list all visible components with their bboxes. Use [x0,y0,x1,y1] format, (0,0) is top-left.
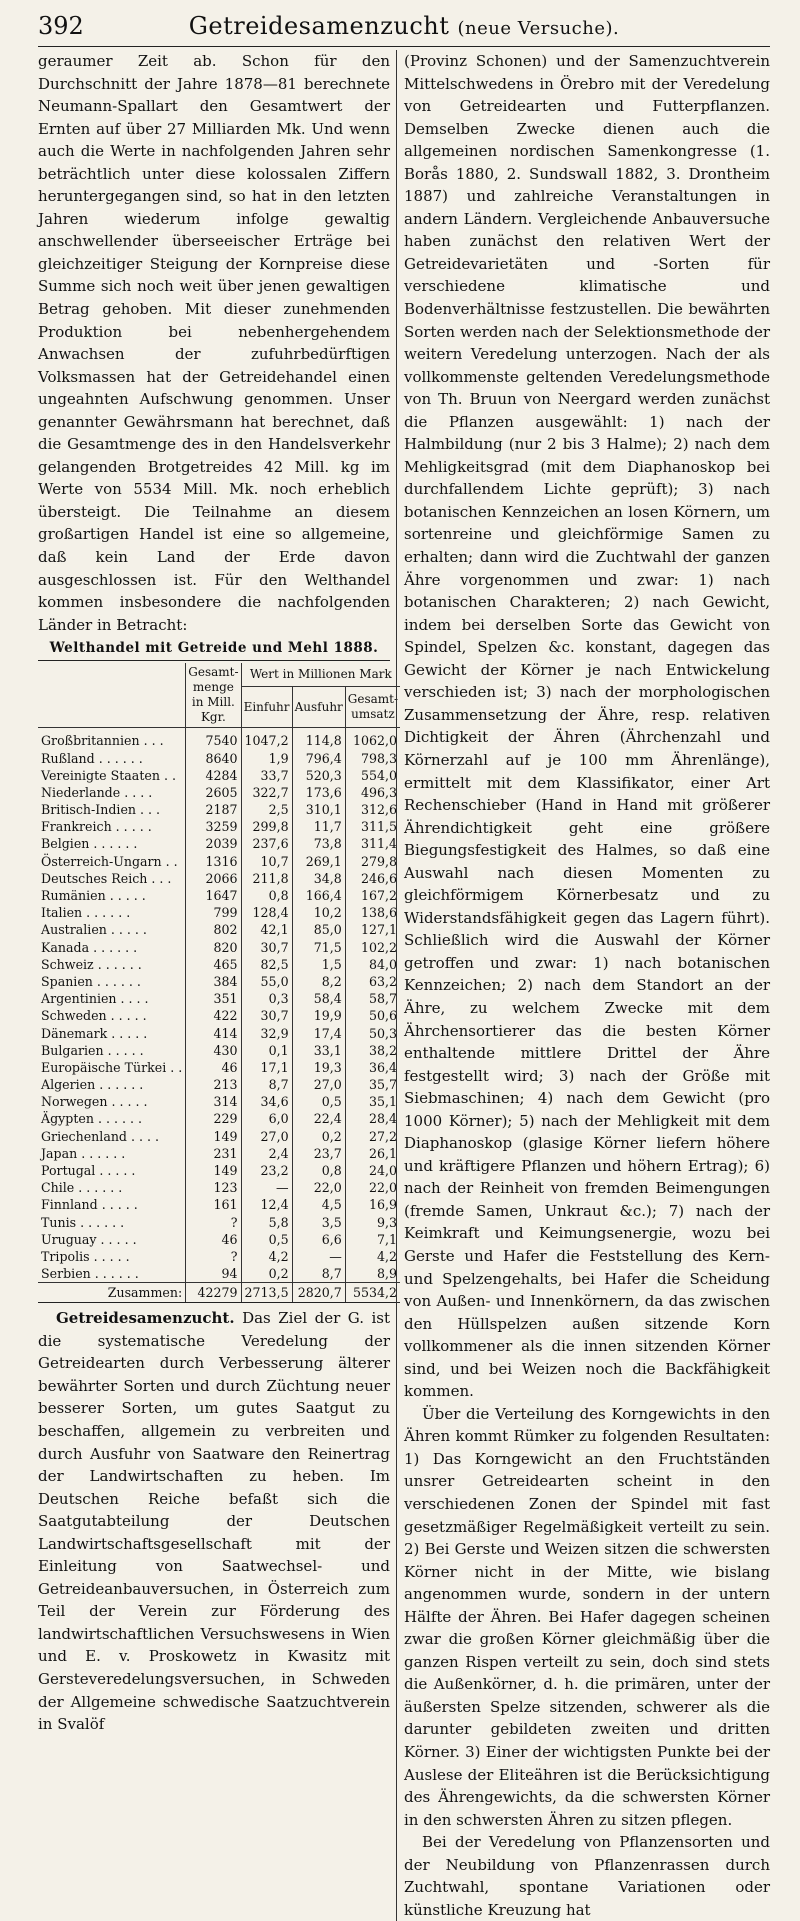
cell-ausfuhr: 3,5 [292,1213,345,1230]
cell-ausfuhr: 58,4 [292,990,345,1007]
cell-menge: 1647 [186,887,241,904]
cell-ausfuhr: 19,9 [292,1007,345,1024]
cell-menge: 422 [186,1007,241,1024]
cell-einfuhr: 30,7 [241,938,292,955]
table-row [38,1265,400,1283]
cell-ausfuhr: 6,6 [292,1231,345,1248]
cell-ausfuhr: 17,4 [292,1024,345,1041]
table-row [38,1162,400,1179]
cell-menge: 820 [186,938,241,955]
cell-umsatz: 102,2 [345,938,400,955]
cell-menge: 229 [186,1110,241,1127]
cell-ausfuhr: 22,4 [292,1110,345,1127]
cell-ausfuhr: 796,4 [292,749,345,766]
cell-umsatz: 7,1 [345,1231,400,1248]
cell-country: Portugal . . . . . [41,1163,136,1178]
table-row [38,1059,400,1076]
left-column [38,50,399,1921]
cell-menge: 46 [186,1059,241,1076]
right-column [404,50,770,1921]
cell-einfuhr: 34,6 [241,1093,292,1110]
cell-umsatz: 8,9 [345,1265,400,1283]
cell-einfuhr: 322,7 [241,784,292,801]
running-title-main: Getreidesamenzucht [188,12,450,40]
cell-einfuhr: 237,6 [241,835,292,852]
table-row [38,1196,400,1213]
cell-country: Belgien . . . . . . [41,836,138,852]
cell-umsatz: 798,3 [345,749,400,766]
cell-ausfuhr: 23,7 [292,1145,345,1162]
right-paragraph-1: (Provinz Schonen) und der Samenzuchtverein Mittelschwedens in Örebro mit der Veredelung von Getreidearten und Futterpflanzen. Demselben Zwecke dienen auch die allgemeinen nordischen Samenkongresse (1. Borås 1880, 2. Sundswall 1882, 3. Drontheim 1887) und zahlreiche Veranstaltungen in andern Ländern. Vergleichende Anbauversuche haben zunächst den relativen Wert der Getreidevarietäten und -Sorten für verschiedene klimatische und Bodenverhältnisse festzustellen. Die bewährten Sorten werden nach der Selektionsmethode der weitern Veredelung unterzogen. Nach der als vollkommenste geltenden Veredelungsmethode von Th. Bruun von Neergard werden zunächst die Pflanzen ausgewählt: 1) nach der Halmbildung (nur 2 bis 3 Halme); 2) nach dem Mehligkeitsgrad (mit dem Diaphanoskop bei durchfallendem Lichte geprüft); 3) nach botanischen Kennzeichen an losen Körnern, um sortenreine und gleichförmige Samen zu erhalten; dann wird die Zuchtwahl der ganzen Ähre vorgenommen und zwar: 1) nach botanischen Charakteren; 2) nach Gewicht, indem bei derselben Sorte das Gewicht von Spindel, Spelzen &c. konstant, dagegen das Gewicht der Körner je nach Entwickelung verschieden ist; 3) nach der morphologischen Zusammensetzung der Ähre, resp. relativen Dichtigkeit der Ähren (Ährchenzahl und Körnerzahl auf je 100 mm Ährenlänge), ermittelt mit dem Klassifikator, einer Art Rechenschieber (Hand in Hand mit größerer Ährendichtigkeit geht eine größere Biegungsfestigkeit des Halmes, so daß eine Auswahl nach diesen Momenten zu gleichförmigem Körnerbesatz und zu Widerstandsfähigkeit gegen das Lagern führt). Schließlich wird die Auswahl der Körner getroffen und zwar: 1) nach botanischen Kennzeichen; 2) nach dem Standort an der Ähre, zu welchem Zwecke mit dem Ährchensortierer das die besten Körner enthaltende mittlere Drittel der Ähre festgestellt wird; 3) nach der Größe mit Siebmaschinen; 4) nach dem Gewicht (pro 1000 Körner); 5) nach der Mehligkeit mit dem Diaphanoskop (glasige Körner liefern höhere und kräftigere Pflanzen und höhern Ertrag); 6) nach der Reinheit von fremden Beimengungen (fremde Samen, Unkraut &c.); 7) nach der Keimkraft und Keimungsenergie, wozu bei Gerste und Hafer die Feststellung des Kern- und Spelzengehalts, bei Hafer die Scheidung von Außen- und Innenkörnern, da das zwischen den Hüllspelzen außen sitzende Korn vollkommener als die innen sitzenden Körner sind, und bei Weizen noch die Backfähigkeit kommen. [404,52,770,1401]
col-menge-header: Gesamt-menge in Mill. Kgr. [186,663,241,728]
table-row [38,728,400,750]
cell-einfuhr: 4,2 [241,1248,292,1265]
cell-country: Italien . . . . . . [41,905,131,921]
country-header [38,663,186,728]
cell-menge: 351 [186,990,241,1007]
table-row [38,749,400,766]
cell-country: Argentinien . . . . [41,991,149,1007]
table-row [38,956,400,973]
cell-ausfuhr: 520,3 [292,767,345,784]
cell-umsatz: 167,2 [345,887,400,904]
table-row [38,1076,400,1093]
cell-country: Britisch-Indien . . . [41,802,161,818]
table-title: Welthandel mit Getreide und Mehl 1888. [38,640,390,661]
cell-menge: 802 [186,921,241,938]
cell-country: Vereinigte Staaten . . [41,767,176,783]
table-row [38,1024,400,1041]
cell-menge: 46 [186,1231,241,1248]
cell-menge: 8640 [186,749,241,766]
cell-ausfuhr: 0,8 [292,1162,345,1179]
cell-menge: 799 [186,904,241,921]
cell-country: Chile . . . . . . [41,1180,123,1196]
cell-einfuhr: 5,8 [241,1213,292,1230]
intro-paragraph: geraumer Zeit ab. Schon für den Durchschnitt der Jahre 1878—81 berechnete Neumann-Spallart den Gesamtwert der Ernten auf über 27 Milliarden Mk. Und wenn auch die Werte in nachfolgenden Jahren sehr beträchtlich unter diese kolossalen Ziffern heruntergegangen sind, so hat in den letzten Jahren wiederum infolge gewaltig anschwellender überseeischer Erträge bei gleichzeitiger Steigung der Kornpreise diese Summe sich noch weit über jenen gewaltigen Betrag gehoben. Mit dieser zunehmenden Produktion bei nebenhergehendem Anwachsen der zufuhrbedürftigen Volksmassen hat der Getreidehandel einen ungeahnten Aufschwung genommen. Unser genannter Gewährsmann hat berechnet, daß die Gesamtmenge des in den Handelsverkehr gelangenden Brotgetreides 42 Mill. kg im Werte von 5534 Mill. Mk. noch erheblich übersteigt. Die Teilnahme an diesem großartigen Handel ist eine so allgemeine, daß kein Land der Erde davon ausgeschlossen ist. Für den Welthandel kommen insbesondere die nachfolgenden Länder in Betracht: [38,52,390,634]
cell-ausfuhr: 73,8 [292,835,345,852]
total-menge: 42279 [186,1283,241,1303]
cell-umsatz: 36,4 [345,1059,400,1076]
cell-menge: 213 [186,1076,241,1093]
cell-ausfuhr: 8,7 [292,1265,345,1283]
cell-einfuhr: 27,0 [241,1128,292,1145]
right-paragraph-3: Bei der Veredelung von Pflanzensorten und der Neubildung von Pflanzenrassen durch Zuchtwahl, spontane Variationen oder künstliche Kreuzung hat [404,1833,770,1919]
cell-menge: 94 [186,1265,241,1283]
cell-umsatz: 496,3 [345,784,400,801]
cell-umsatz: 22,0 [345,1179,400,1196]
page-header [38,8,770,47]
cell-ausfuhr: 0,2 [292,1128,345,1145]
cell-menge: 7540 [186,728,241,750]
table-row [38,887,400,904]
cell-einfuhr: 8,7 [241,1076,292,1093]
table-row [38,921,400,938]
cell-country: Australien . . . . . [41,922,147,938]
table-row [38,853,400,870]
entry-paragraph [38,1307,390,1735]
cell-einfuhr: 0,3 [241,990,292,1007]
table-row [38,1042,400,1059]
cell-umsatz: 24,0 [345,1162,400,1179]
table-row [38,1093,400,1110]
cell-country: Algerien . . . . . . [41,1077,144,1093]
cell-einfuhr: 23,2 [241,1162,292,1179]
cell-ausfuhr: 8,2 [292,973,345,990]
entry-term: Getreidesamenzucht. [56,1309,235,1328]
cell-einfuhr: 0,2 [241,1265,292,1283]
table-row [38,1231,400,1248]
cell-einfuhr: 0,8 [241,887,292,904]
cell-ausfuhr: 85,0 [292,921,345,938]
right-paragraph-2: Über die Verteilung des Korngewichts in den Ähren kommt Rümker zu folgenden Resultaten: 1) Das Korngewicht an den Fruchtständen unsrer Getreidearten scheint in den verschiedenen Zonen der Spindel mit fast gesetzmäßiger Regelmäßigkeit verteilt zu sein. 2) Bei Gerste und Weizen sitzen die schwersten Körner nicht in der Mitte, wie bislang angenommen wurde, sondern in der untern Hälfte der Ähren. Bei Hafer dagegen scheinen zwar die großen Körner gleichmäßig über die ganzen Rispen verteilt zu sein, doch sind stets die Außenkörner, d. h. die primären, unter der äußersten Spelze sitzenden, schwerer als die darunter gebildeten zweiten und dritten Körner. 3) Einer der wichtigsten Punkte bei der Auslese der Eliteähren ist die Berücksichtigung des Ährengewichts, da die schwersten Körner in den schwersten Ähren zu sitzen pflegen. [404,1404,770,1829]
cell-umsatz: 4,2 [345,1248,400,1265]
table-row [38,1110,400,1127]
table-row [38,973,400,990]
cell-menge: 430 [186,1042,241,1059]
cell-einfuhr: 17,1 [241,1059,292,1076]
table-row [38,1213,400,1230]
col-umsatz-header: Gesamt-umsatz [345,686,400,727]
cell-umsatz: 50,6 [345,1007,400,1024]
cell-einfuhr: 30,7 [241,1007,292,1024]
cell-ausfuhr: 27,0 [292,1076,345,1093]
cell-country: Europäische Türkei . . [41,1059,183,1075]
cell-menge: 3259 [186,818,241,835]
cell-menge: 465 [186,956,241,973]
cell-umsatz: 311,5 [345,818,400,835]
grain-trade-table [38,663,400,1303]
table-row [38,1007,400,1024]
cell-ausfuhr: 173,6 [292,784,345,801]
cell-einfuhr: 2,5 [241,801,292,818]
table-row [38,990,400,1007]
cell-ausfuhr: 33,1 [292,1042,345,1059]
cell-umsatz: 312,6 [345,801,400,818]
cell-ausfuhr: 1,5 [292,956,345,973]
cell-menge: 231 [186,1145,241,1162]
cell-menge: 314 [186,1093,241,1110]
cell-country: Tripolis . . . . . [41,1248,130,1264]
cell-menge: 161 [186,1196,241,1213]
cell-menge: 1316 [186,853,241,870]
table-row [38,1248,400,1265]
table-row [38,1145,400,1162]
total-ausfuhr: 2820,7 [292,1283,345,1303]
total-label: Zusammen: [38,1283,186,1303]
cell-ausfuhr: 310,1 [292,801,345,818]
cell-einfuhr: 10,7 [241,853,292,870]
cell-umsatz: 554,0 [345,767,400,784]
cell-ausfuhr: 22,0 [292,1179,345,1196]
cell-menge: 384 [186,973,241,990]
cell-country: Rumänien . . . . . [41,888,146,903]
cell-umsatz: 50,3 [345,1024,400,1041]
cell-einfuhr: 82,5 [241,956,292,973]
table-row [38,904,400,921]
col-ausfuhr-header: Ausfuhr [292,686,345,727]
cell-menge: 2187 [186,801,241,818]
cell-ausfuhr: 34,8 [292,870,345,887]
table-body [38,728,400,1283]
cell-umsatz: 138,6 [345,904,400,921]
cell-umsatz: 1062,0 [345,728,400,750]
cell-country: Norwegen . . . . . [41,1094,148,1110]
total-einfuhr: 2713,5 [241,1283,292,1303]
cell-ausfuhr: 114,8 [292,728,345,750]
cell-ausfuhr: 11,7 [292,818,345,835]
cell-einfuhr: 6,0 [241,1110,292,1127]
cell-umsatz: 127,1 [345,921,400,938]
cell-country: Österreich-Ungarn . . [41,853,178,869]
table-row [38,1179,400,1196]
cell-country: Ägypten . . . . . . [41,1111,142,1127]
cell-country: Uruguay . . . . . [41,1231,137,1247]
cell-umsatz: 84,0 [345,956,400,973]
cell-country: Dänemark . . . . . [41,1025,148,1041]
cell-umsatz: 35,7 [345,1076,400,1093]
table-row [38,835,400,852]
cell-country: Niederlande . . . . [41,784,153,800]
cell-umsatz: 38,2 [345,1042,400,1059]
cell-einfuhr: 2,4 [241,1145,292,1162]
col-einfuhr-header: Einfuhr [241,686,292,727]
table-row [38,938,400,955]
table-total-row [38,1283,400,1303]
cell-ausfuhr: 19,3 [292,1059,345,1076]
cell-ausfuhr: 71,5 [292,938,345,955]
cell-menge: 2066 [186,870,241,887]
cell-einfuhr: 0,5 [241,1231,292,1248]
cell-einfuhr: 42,1 [241,921,292,938]
cell-ausfuhr: — [292,1248,345,1265]
cell-country: Rußland . . . . . . [41,750,143,766]
cell-umsatz: 28,4 [345,1110,400,1127]
entry-text: Das Ziel der G. ist die systematische Veredelung der Getreidearten durch Verbesserung älterer bewährter Sorten und durch Züchtung neuer besserer Sorten, um gutes Saatgut zu beschaffen, allgemein zu verbreiten und durch Ausfuhr von Saatware den Reinertrag der Landwirtschaften zu heben. Im Deutschen Reiche befaßt sich die Saatgutabteilung der Deutschen Landwirtschaftsgesellschaft mit der Einleitung von Saatwechsel- und Getreideanbauversuchen, in Österreich zum Teil der Verein zur Förderung des landwirtschaftlichen Versuchswesens in Wien und E. v. Proskowetz in Kwasitz mit Gersteveredelungsversuchen, in Schweden der Allgemeine schwedische Saatzuchtverein in Svalöf [38,1309,390,1734]
cell-umsatz: 26,1 [345,1145,400,1162]
table-row [38,767,400,784]
cell-country: Schweden . . . . . [41,1008,147,1024]
cell-umsatz: 35,1 [345,1093,400,1110]
cell-country: Bulgarien . . . . . [41,1042,144,1058]
cell-menge: 414 [186,1024,241,1041]
cell-ausfuhr: 10,2 [292,904,345,921]
table-row [38,870,400,887]
cell-country: Japan . . . . . . [41,1145,126,1161]
table-row [38,1128,400,1145]
cell-einfuhr: 1,9 [241,749,292,766]
cell-country: Großbritannien . . . [41,733,164,749]
cell-menge: 149 [186,1128,241,1145]
cell-menge: 149 [186,1162,241,1179]
cell-menge: 4284 [186,767,241,784]
cell-country: Tunis . . . . . . [41,1214,125,1230]
cell-einfuhr: 12,4 [241,1196,292,1213]
cell-umsatz: 311,4 [345,835,400,852]
cell-menge: 123 [186,1179,241,1196]
total-umsatz: 5534,2 [345,1283,400,1303]
cell-country: Frankreich . . . . . [41,819,152,835]
cell-menge: ? [186,1248,241,1265]
cell-ausfuhr: 269,1 [292,853,345,870]
cell-einfuhr: 33,7 [241,767,292,784]
cell-umsatz: 58,7 [345,990,400,1007]
cell-einfuhr: 299,8 [241,818,292,835]
cell-country: Kanada . . . . . . [41,939,138,955]
value-group-header: Wert in Millionen Mark [241,663,400,686]
cell-menge: ? [186,1213,241,1230]
cell-ausfuhr: 4,5 [292,1196,345,1213]
cell-country: Spanien . . . . . . [41,973,141,989]
cell-einfuhr: 128,4 [241,904,292,921]
text-columns [38,50,770,1921]
cell-country: Griechenland . . . . [41,1128,160,1144]
cell-ausfuhr: 0,5 [292,1093,345,1110]
cell-einfuhr: 211,8 [241,870,292,887]
cell-ausfuhr: 166,4 [292,887,345,904]
cell-einfuhr: — [241,1179,292,1196]
cell-einfuhr: 55,0 [241,973,292,990]
cell-umsatz: 63,2 [345,973,400,990]
cell-umsatz: 9,3 [345,1213,400,1230]
running-title-sub: (neue Versuche). [457,18,620,39]
cell-umsatz: 279,8 [345,853,400,870]
cell-umsatz: 27,2 [345,1128,400,1145]
cell-umsatz: 246,6 [345,870,400,887]
cell-menge: 2039 [186,835,241,852]
cell-einfuhr: 1047,2 [241,728,292,750]
page-number: 392 [38,12,84,40]
cell-umsatz: 16,9 [345,1196,400,1213]
table-row [38,818,400,835]
cell-einfuhr: 32,9 [241,1024,292,1041]
cell-menge: 2605 [186,784,241,801]
table-row [38,801,400,818]
cell-country: Deutsches Reich . . . [41,870,172,886]
cell-einfuhr: 0,1 [241,1042,292,1059]
cell-country: Serbien . . . . . . [41,1266,139,1282]
running-title [38,12,770,40]
table-row [38,784,400,801]
cell-country: Finnland . . . . . [41,1197,138,1213]
cell-country: Schweiz . . . . . . [41,956,142,972]
